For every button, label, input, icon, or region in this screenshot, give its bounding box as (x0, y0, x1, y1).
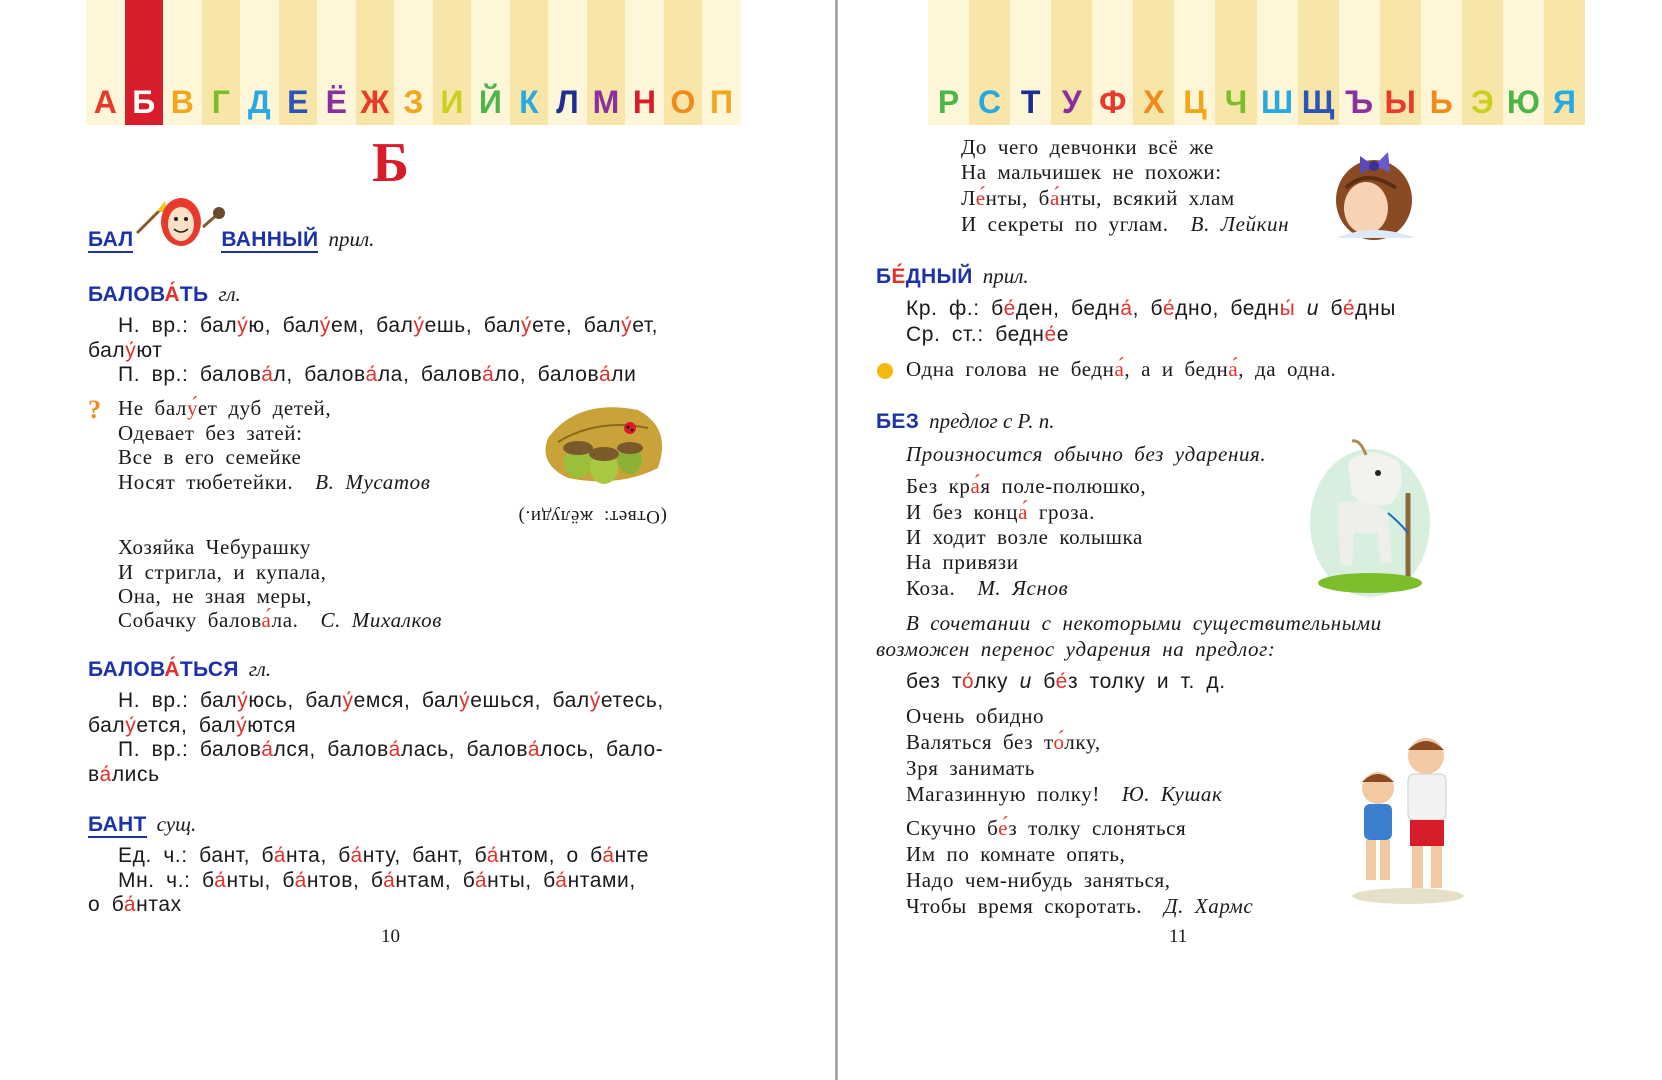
alphabet-cell[interactable] (969, 0, 1010, 125)
riddle-line-4: Носят тюбетейки. В. Мусатов (118, 470, 431, 494)
poem-author: В. Лейкин (1190, 212, 1290, 236)
conj-past-line: П. вр.: балова́л, балова́ла, балова́ло, балова́ли (118, 363, 637, 386)
headword-stress: А́ (164, 658, 180, 681)
alphabet-cell[interactable] (394, 0, 433, 125)
alphabet-cell[interactable] (625, 0, 664, 125)
alphabet-letter: К (519, 84, 539, 120)
alphabet-letter: Й (478, 84, 502, 120)
alphabet-letter: Ш (1260, 84, 1294, 120)
alphabet-cell[interactable] (317, 0, 356, 125)
alphabet-letter: Ф (1099, 84, 1127, 120)
boy-tall (1408, 738, 1446, 888)
alphabet-cell[interactable] (1503, 0, 1544, 125)
poem-author: Д. Хармс (1164, 894, 1254, 918)
poem3-line-4: Чтобы время скоротать. Д. Хармс (906, 894, 1254, 918)
poem2-line-4: Магазинную полку! Ю. Кушак (906, 782, 1223, 806)
alphabet-letter: Т (1020, 84, 1041, 120)
alphabet-letter: М (592, 84, 620, 120)
alphabet-letter: Ъ (1345, 84, 1374, 120)
poem2-line-1: Очень обидно (906, 704, 1045, 728)
alphabet-strip-right (928, 0, 1585, 125)
headword-stress: А́ (164, 283, 180, 306)
alphabet-cell[interactable] (86, 0, 125, 125)
poem-author: Ю. Кушак (1121, 782, 1223, 806)
poem3-line-2: Им по комнате опять, (906, 842, 1126, 866)
poem2-line-2: И стригла, и купала, (118, 560, 327, 584)
alphabet-cell[interactable] (548, 0, 587, 125)
bez-poem-line-3: И ходит возле колышка (906, 525, 1143, 549)
mascot-toy-icon (203, 207, 225, 227)
entry-bedny-header (876, 263, 1029, 290)
headword-balovat: БАЛОВ (88, 283, 165, 306)
poem-author: М. Яснов (977, 576, 1069, 600)
alphabet-cell[interactable] (1092, 0, 1133, 125)
alphabet-letter: Ю (1506, 84, 1540, 120)
headword-bez: БЕЗ (876, 410, 920, 433)
headword-balovanny-part1: БАЛ (88, 228, 134, 251)
alphabet-letter: Х (1143, 84, 1165, 120)
alphabet-cell[interactable] (702, 0, 741, 125)
alphabet-cell[interactable] (1421, 0, 1462, 125)
poem2-line-4: Собачку балова́ла. С. Михалков (118, 608, 442, 632)
riddle-line-2: Одевает без затей: (118, 421, 303, 445)
alphabet-letter: В (170, 84, 194, 120)
alphabet-letter: З (403, 84, 424, 120)
ladybug-icon (624, 422, 636, 434)
headword-bant: БАНТ (88, 813, 147, 836)
poem2-line-1: Хозяйка Чебурашку (118, 535, 311, 559)
poem-top-line-2: На мальчишек не похожи: (961, 160, 1222, 184)
alphabet-letter: Ч (1224, 84, 1248, 120)
headword-stress: Е́ (891, 265, 906, 288)
alphabet-letter: Э (1470, 84, 1494, 120)
stress-example: без то́лку и бе́з толку и т. д. (906, 670, 1226, 693)
poem3-line-1: Скучно бе́з толку слоняться (906, 816, 1187, 840)
pos-label: гл. (218, 282, 241, 306)
riddle-line-3: Все в его семейке (118, 445, 302, 469)
alphabet-cell[interactable] (279, 0, 318, 125)
conj-present-line1: Н. вр.: балу́юсь, балу́емся, балу́ешься, балу́етесь, (118, 689, 664, 712)
alphabet-letter: Р (937, 84, 960, 120)
conj-past-line2: ва́лись (88, 763, 160, 786)
poem-top-line-1: До чего девчонки всё же (961, 135, 1214, 159)
boy-small (1362, 772, 1394, 880)
poem2-line-2: Валяться без то́лку, (906, 730, 1101, 754)
pos-label: прил. (982, 264, 1029, 288)
alphabet-cell[interactable] (125, 0, 164, 125)
stress-note-line2: возможен перенос ударения на предлог: (876, 637, 1276, 661)
pos-label: гл. (248, 657, 272, 681)
big-letter-heading: Б (372, 132, 410, 194)
entry-balovatsya-header (88, 656, 271, 683)
bez-poem-line-4: На привязи (906, 550, 1019, 574)
proverb-line: Одна голова не бедна́, а и бедна́, да одна. (906, 357, 1337, 381)
conj-past-line1: П. вр.: балова́лся, балова́лась, балова́лось, бало- (118, 738, 664, 761)
pos-label: сущ. (156, 812, 197, 836)
poem-author: В. Мусатов (315, 470, 431, 494)
alphabet-cell[interactable] (1133, 0, 1174, 125)
page-number: 11 (1169, 926, 1188, 947)
poem2-line-3: Зря занимать (906, 756, 1035, 780)
conj-present-line2: балу́ют (88, 339, 163, 362)
alphabet-letter: С (978, 84, 1002, 120)
alphabet-cell[interactable] (471, 0, 510, 125)
comparative-line: Ср. ст.: бедне́е (906, 323, 1070, 346)
alphabet-cell[interactable] (510, 0, 549, 125)
alphabet-letter: П (710, 84, 733, 120)
decl-plural-line2: о ба́нтах (88, 893, 182, 916)
poem-top-line-4: И секреты по углам. В. Лейкин (961, 212, 1290, 236)
alphabet-letter: Ц (1183, 84, 1207, 120)
mascot-letter-o-illustration (131, 193, 229, 251)
alphabet-cell[interactable] (1544, 0, 1585, 125)
alphabet-letter: Б (132, 84, 156, 120)
alphabet-letter: Д (247, 84, 271, 120)
alphabet-letter: О (670, 84, 696, 120)
pronunciation-note: Произносится обычно без ударения. (906, 442, 1267, 466)
poem-author: С. Михалков (320, 608, 442, 632)
alphabet-letter: Я (1552, 84, 1576, 120)
poem-top-line-3: Ле́нты, ба́нты, всякий хлам (961, 186, 1235, 210)
decl-singular-line: Ед. ч.: бант, ба́нта, ба́нту, бант, ба́нтом, о ба́нте (118, 844, 650, 867)
bez-poem-line-5: Коза. М. Яснов (906, 576, 1069, 600)
entry-bez-header (876, 408, 1055, 435)
alphabet-cell[interactable] (1462, 0, 1503, 125)
alphabet-cell[interactable] (1051, 0, 1092, 125)
stress-note-line1: В сочетании с некоторыми существительными (906, 611, 1382, 635)
alphabet-cell[interactable] (202, 0, 241, 125)
alphabet-cell[interactable] (356, 0, 395, 125)
alphabet-letter: Ы (1384, 84, 1416, 120)
goat-illustration (1308, 433, 1432, 597)
right-page (838, 0, 1662, 1080)
alphabet-letter: Ь (1429, 84, 1453, 120)
riddle-answer-upside-down: (Ответ: жёлуди.) (518, 506, 667, 527)
two-boys-illustration (1348, 728, 1466, 906)
pos-label: прил. (328, 227, 375, 251)
headword-balovanny-part2: ВАННЫЙ (221, 228, 319, 251)
alphabet-cell[interactable] (1298, 0, 1339, 125)
acorns-illustration (538, 398, 672, 490)
headword-balovatsya: БАЛОВ (88, 658, 165, 681)
alphabet-strip-left (86, 0, 741, 125)
alphabet-letter: Г (211, 84, 230, 120)
riddle-marker: ? (88, 395, 101, 424)
alphabet-cell[interactable] (1339, 0, 1380, 125)
alphabet-cell[interactable] (1257, 0, 1298, 125)
alphabet-cell[interactable] (587, 0, 626, 125)
alphabet-cell[interactable] (1215, 0, 1256, 125)
alphabet-cell[interactable] (433, 0, 472, 125)
alphabet-letter: Ж (360, 84, 390, 120)
decl-plural-line1: Мн. ч.: ба́нты, ба́нтов, ба́нтам, ба́нты, ба́нтами, (118, 869, 636, 892)
entry-bant-header (88, 811, 196, 838)
bez-poem-line-1: Без кра́я поле-полюшко, (906, 474, 1147, 498)
poem2-line-3: Она, не зная меры, (118, 584, 313, 608)
alphabet-letter: Л (556, 84, 579, 120)
headword-ending: ТЬ (179, 283, 209, 306)
riddle-line-1: Не балу́ет дуб детей, (118, 396, 332, 420)
proverb-bullet (877, 363, 893, 379)
alphabet-cell[interactable] (163, 0, 202, 125)
alphabet-cell[interactable] (1010, 0, 1051, 125)
entry-balovat-header (88, 281, 241, 308)
alphabet-cell[interactable] (928, 0, 969, 125)
alphabet-letter: Ё (325, 84, 348, 120)
poem3-line-3: Надо чем-нибудь заняться, (906, 868, 1171, 892)
alphabet-letter: Е (287, 84, 309, 120)
alphabet-cell[interactable] (664, 0, 703, 125)
bez-poem-line-2: И без конца́ гроза. (906, 500, 1095, 524)
alphabet-cell[interactable] (240, 0, 279, 125)
headword-ending: ТЬСЯ (179, 658, 239, 681)
conj-present-line2: балу́ется, балу́ются (88, 714, 297, 737)
alphabet-letter: У (1061, 84, 1082, 120)
headword-bedny: Б (876, 265, 892, 288)
alphabet-letter: Н (632, 84, 657, 120)
alphabet-letter: А (93, 84, 117, 120)
headword-ending: ДНЫЙ (905, 265, 973, 288)
alphabet-letter: И (440, 84, 464, 120)
alphabet-cell[interactable] (1174, 0, 1215, 125)
alphabet-letter: Щ (1301, 84, 1335, 120)
page-number: 10 (381, 926, 400, 947)
short-forms-line: Кр. ф.: бе́ден, бедна́, бе́дно, бедны́ и бе́дны (906, 297, 1396, 320)
conj-present-line1: Н. вр.: балу́ю, балу́ем, балу́ешь, балу́ете, балу́ет, (118, 314, 659, 337)
alphabet-cell[interactable] (1380, 0, 1421, 125)
girl-with-bow-illustration (1326, 138, 1420, 244)
pos-label: предлог с Р. п. (929, 409, 1055, 433)
